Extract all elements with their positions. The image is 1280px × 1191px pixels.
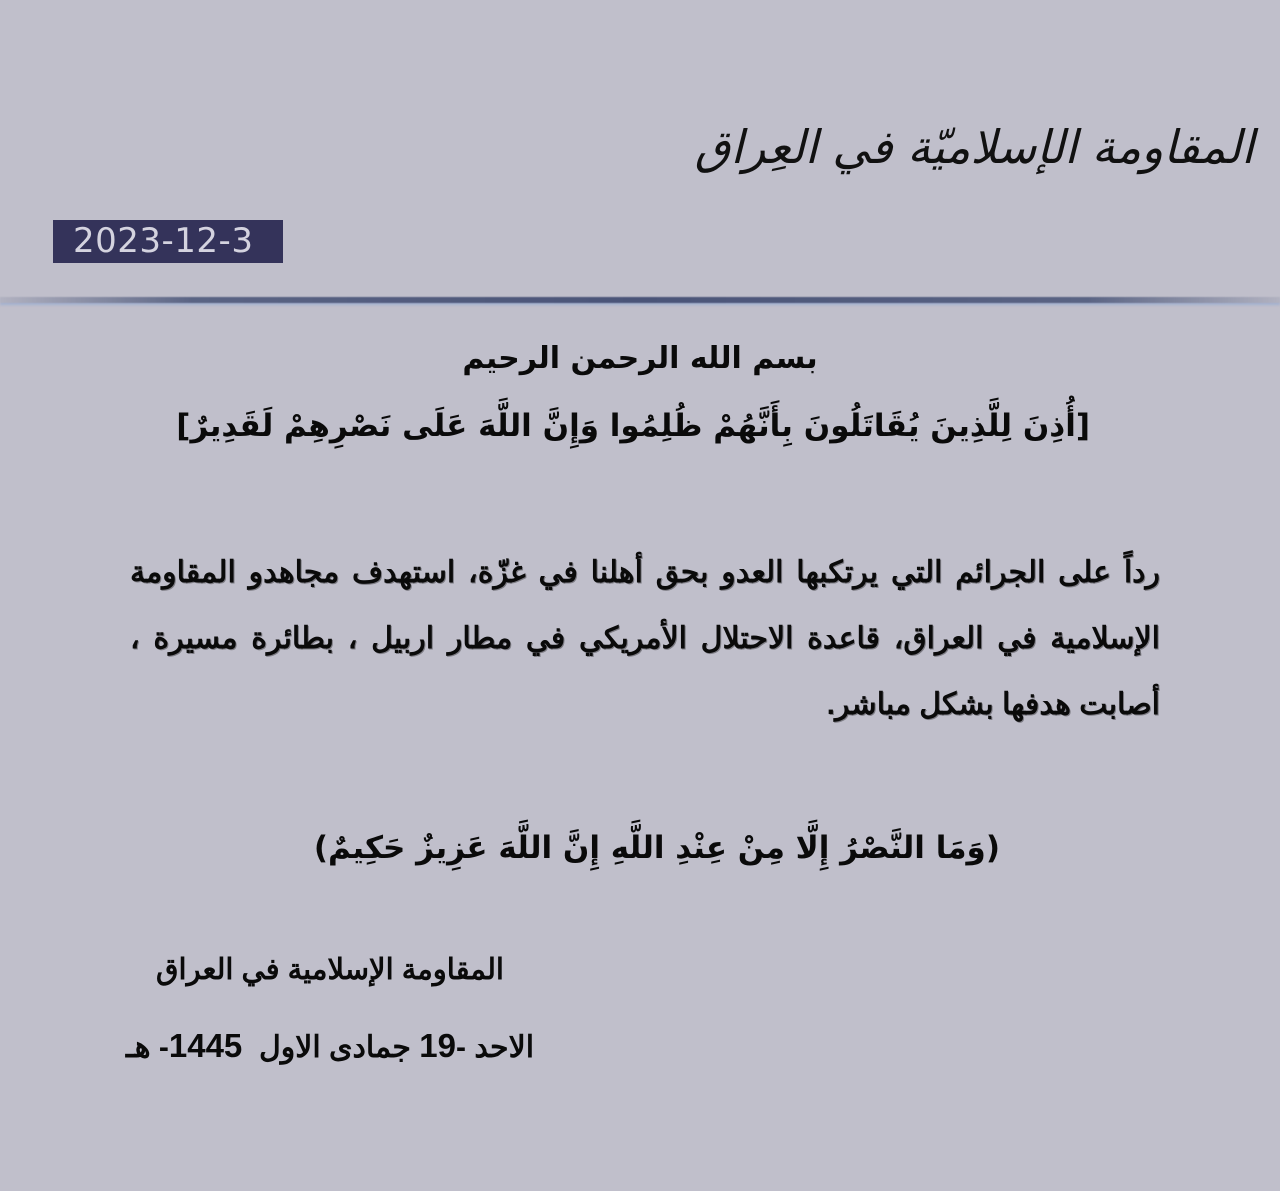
signature-month: جمادى الاول [258,1031,411,1064]
signature-hijri-date [90,1022,570,1072]
date-badge: 2023-12-3 [53,220,283,263]
opening-verse: [أُذِنَ لِلَّذِينَ يُقَاتَلُونَ بِأَنَّهُمْ ظُلِمُوا وَإِنَّ اللَّهَ عَلَى نَصْرِهِمْ لَقَدِيرٌ] [176,408,1090,444]
signature-organization: المقاومة الإسلامية في العراق [156,954,504,986]
signature-dash-2: - [158,1031,169,1064]
basmala-heading: بسم الله الرحمن الرحيم [462,341,818,376]
header-divider [0,297,1280,303]
signature-year: 1445 [168,1027,243,1064]
statement-body: رداً على الجرائم التي يرتكبها العدو بحق أهلنا في غزّة، استهدف مجاهدو المقاومة الإسلامية في العراق، قاعدة الاحتلال الأمريكي في مطار اربيل ، بطائرة مسيرة ، أصابت هدفها بشكل مباشر. [130,556,1160,721]
organization-calligraphy-title: المقاومة الإسلاميّة في العِراق [694,120,1254,174]
closing-verse: (وَمَا النَّصْرُ إِلَّا مِنْ عِنْدِ اللَّهِ إِنَّ اللَّهَ عَزِيزٌ حَكِيمٌ) [313,830,1000,866]
signature-era: هـ [125,1031,151,1064]
signature-dash: - [455,1031,466,1064]
signature-day-number: 19 [419,1027,456,1064]
signature-day: الاحد [474,1031,535,1064]
